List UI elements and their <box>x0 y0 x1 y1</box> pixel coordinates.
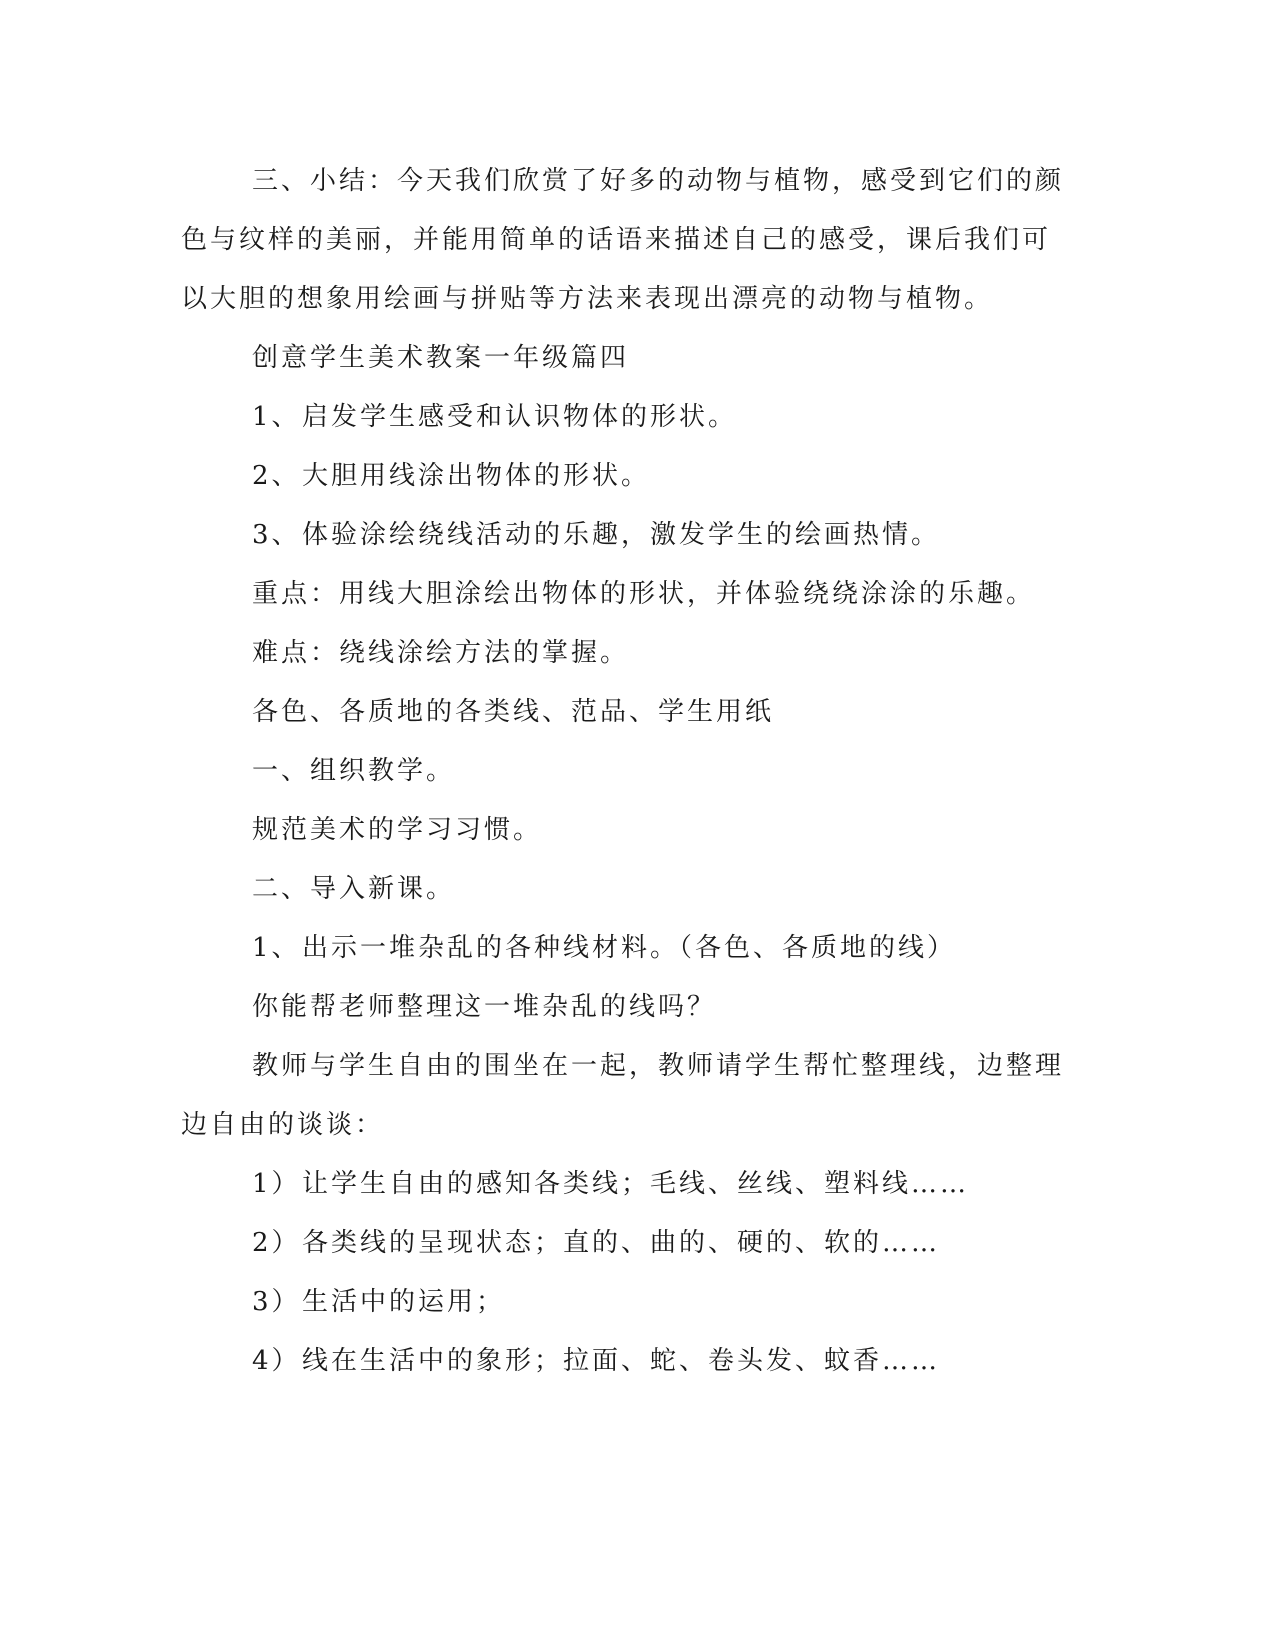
discussion-number: 2） <box>252 1228 301 1258</box>
objective-text: 体验涂绘绕线活动的乐趣，激发学生的绘画热情。 <box>302 520 941 550</box>
discussion-item <box>252 1227 940 1259</box>
summary-line-3: 以大胆的想象用绘画与拼贴等方法来表现出漂亮的动物与植物。 <box>181 284 994 314</box>
summary-line-2: 色与纹样的美丽，并能用简单的话语来描述自己的感受，课后我们可 <box>181 225 1052 255</box>
discussion-item <box>252 1168 969 1200</box>
discussion-number: 1） <box>252 1169 301 1199</box>
objective-number: 3、 <box>252 520 301 550</box>
discussion-text: 生活中的运用； <box>302 1287 506 1317</box>
discussion-text: 线在生活中的象形；拉面、蛇、卷头发、蚊香…… <box>302 1346 941 1376</box>
step1-text: 规范美术的学习习惯。 <box>252 815 543 845</box>
summary-line-1: 三、小结：今天我们欣赏了好多的动物与植物，感受到它们的颜 <box>252 166 1065 196</box>
section-title: 创意学生美术教案一年级篇四 <box>252 343 630 373</box>
step1-title: 一、组织教学。 <box>252 756 456 786</box>
discussion-number: 3） <box>252 1287 301 1317</box>
objective-item <box>252 401 737 433</box>
objective-item <box>252 460 650 492</box>
key-point: 重点：用线大胆涂绘出物体的形状，并体验绕绕涂涂的乐趣。 <box>252 579 1036 609</box>
discussion-item <box>252 1345 940 1377</box>
activity-line-2: 边自由的谈谈： <box>181 1110 385 1140</box>
step2-item <box>252 932 956 964</box>
discussion-text: 让学生自由的感知各类线；毛线、丝线、塑料线…… <box>302 1169 970 1199</box>
activity-line-1: 教师与学生自由的围坐在一起，教师请学生帮忙整理线，边整理 <box>252 1051 1065 1081</box>
step2-title: 二、导入新课。 <box>252 874 456 904</box>
discussion-number: 4） <box>252 1346 301 1376</box>
objective-number: 2、 <box>252 461 301 491</box>
materials: 各色、各质地的各类线、范品、学生用纸 <box>252 697 775 727</box>
discussion-text: 各类线的呈现状态；直的、曲的、硬的、软的…… <box>302 1228 941 1258</box>
step2-item-text: 出示一堆杂乱的各种线材料。（各色、各质地的线） <box>302 933 957 963</box>
step2-item-number: 1、 <box>252 933 301 963</box>
objective-text: 大胆用线涂出物体的形状。 <box>302 461 651 491</box>
difficulty: 难点：绕线涂绘方法的掌握。 <box>252 638 630 668</box>
objective-number: 1、 <box>252 402 301 432</box>
discussion-item <box>252 1286 505 1318</box>
question: 你能帮老师整理这一堆杂乱的线吗？ <box>252 992 717 1022</box>
objective-text: 启发学生感受和认识物体的形状。 <box>302 402 738 432</box>
objective-item <box>252 519 940 551</box>
